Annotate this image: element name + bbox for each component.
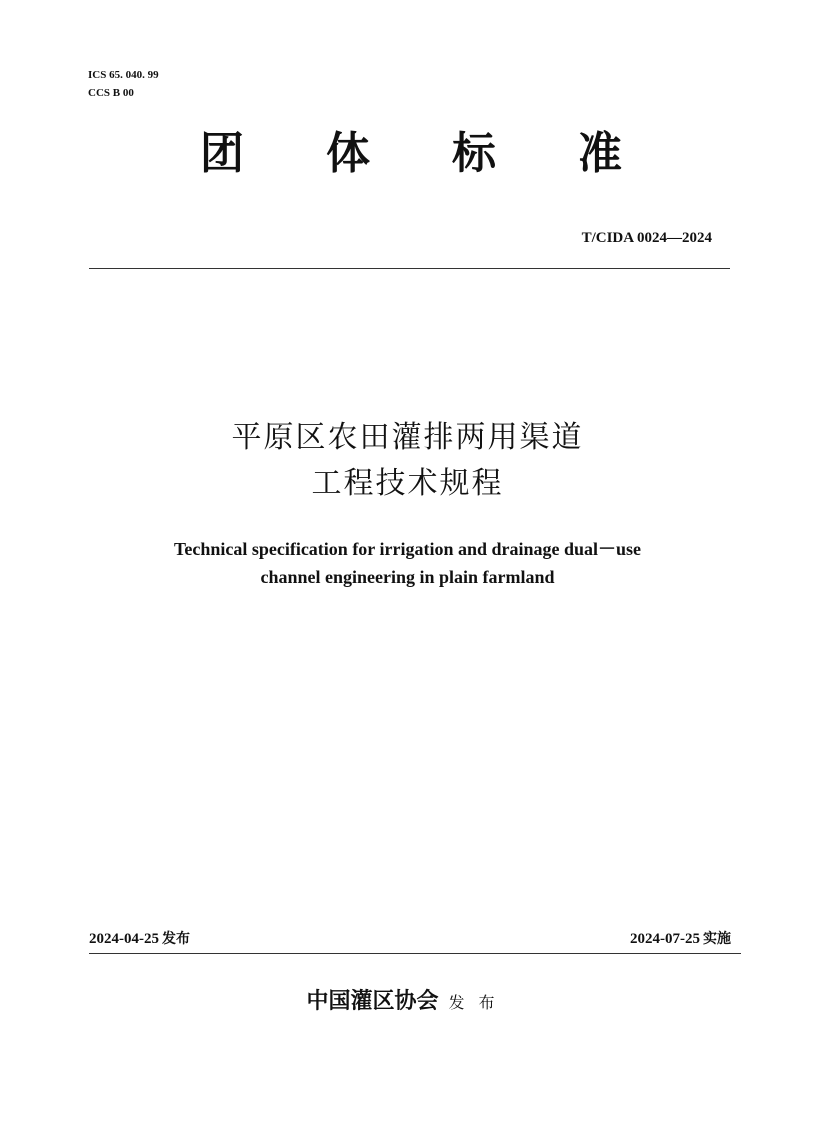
chinese-title-line-2: 工程技术规程 xyxy=(311,466,504,501)
top-divider xyxy=(89,268,730,269)
issue-date-label: 发布 xyxy=(162,931,190,947)
english-title-line-1: Technical specification for irrigation and drainage dual－use xyxy=(173,539,642,559)
issue-date-value: 2024-04-25 xyxy=(89,931,159,947)
implementation-date-label: 实施 xyxy=(703,931,731,947)
english-title-line-2: channel engineering in plain farmland xyxy=(260,567,555,587)
ccs-code: CCS B 00 xyxy=(88,87,134,99)
publisher-line xyxy=(0,987,815,1017)
implementation-date-value: 2024-07-25 xyxy=(630,931,700,947)
standard-number: T/CIDA 0024—2024 xyxy=(581,230,712,246)
heading-char: 体 xyxy=(326,128,370,179)
bottom-divider xyxy=(89,953,741,954)
heading-char: 准 xyxy=(578,128,622,179)
publisher-action: 发布 xyxy=(448,993,509,1012)
document-category-heading xyxy=(0,120,815,190)
heading-char: 团 xyxy=(200,128,244,179)
chinese-title-line-1: 平原区农田灌排两用渠道 xyxy=(231,420,584,455)
issue-date xyxy=(89,930,190,948)
ics-code: ICS 65. 040. 99 xyxy=(88,69,159,81)
publisher-name: 中国灌区协会 xyxy=(306,988,439,1014)
heading-char: 标 xyxy=(452,128,496,179)
implementation-date xyxy=(630,930,731,948)
